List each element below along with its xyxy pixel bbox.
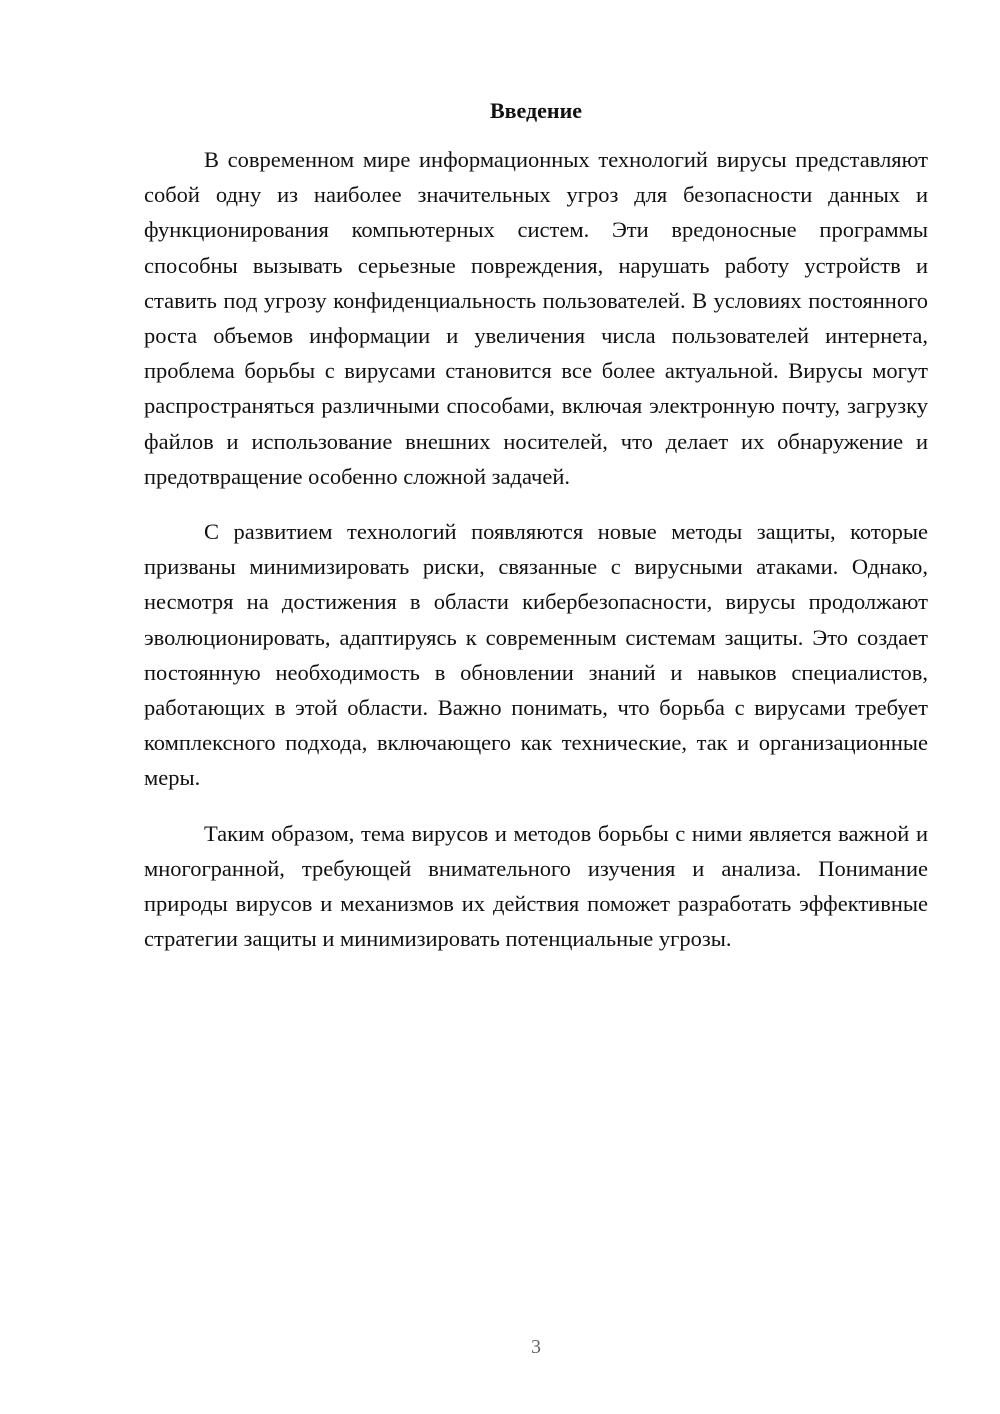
body-text <box>144 142 928 976</box>
section-heading: Введение <box>489 98 583 123</box>
page-number: 3 <box>531 1336 541 1358</box>
paragraph-3: Таким образом, тема вирусов и методов борьбы с ними является важной и многогранной, требующей внимательного изучения и анализа. Понимание природы вирусов и механизмов их действия поможет разработать эффективные стратегии защиты и минимизировать потенциальные угрозы. <box>144 820 928 952</box>
paragraph-1: В современном мире информационных технологий вирусы представляют собой одну из наиболее значительных угроз для безопасности данных и функционирования компьютерных систем. Эти вредоносные программы способны вызывать серьезные повреждения, нарушать работу устройств и ставить под угрозу конфиденциальность пользователей. В условиях постоянного роста объемов информации и увеличения числа пользователей интернета, проблема борьбы с вирусами становится все более актуальной. Вирусы могут распространяться различными способами, включая электронную почту, загрузку файлов и использование внешних носителей, что делает их обнаружение и предотвращение особенно сложной задачей. <box>144 147 928 489</box>
paragraph-2: С развитием технологий появляются новые методы защиты, которые призваны минимизировать риски, связанные с вирусными атаками. Однако, несмотря на достижения в области кибербезопасности, вирусы продолжают эволюционировать, адаптируясь к современным системам защиты. Это создает постоянную необходимость в обновлении знаний и навыков специалистов, работающих в этой области. Важно понимать, что борьба с вирусами требует комплексного подхода, включающего как технические, так и организационные меры. <box>144 519 928 791</box>
